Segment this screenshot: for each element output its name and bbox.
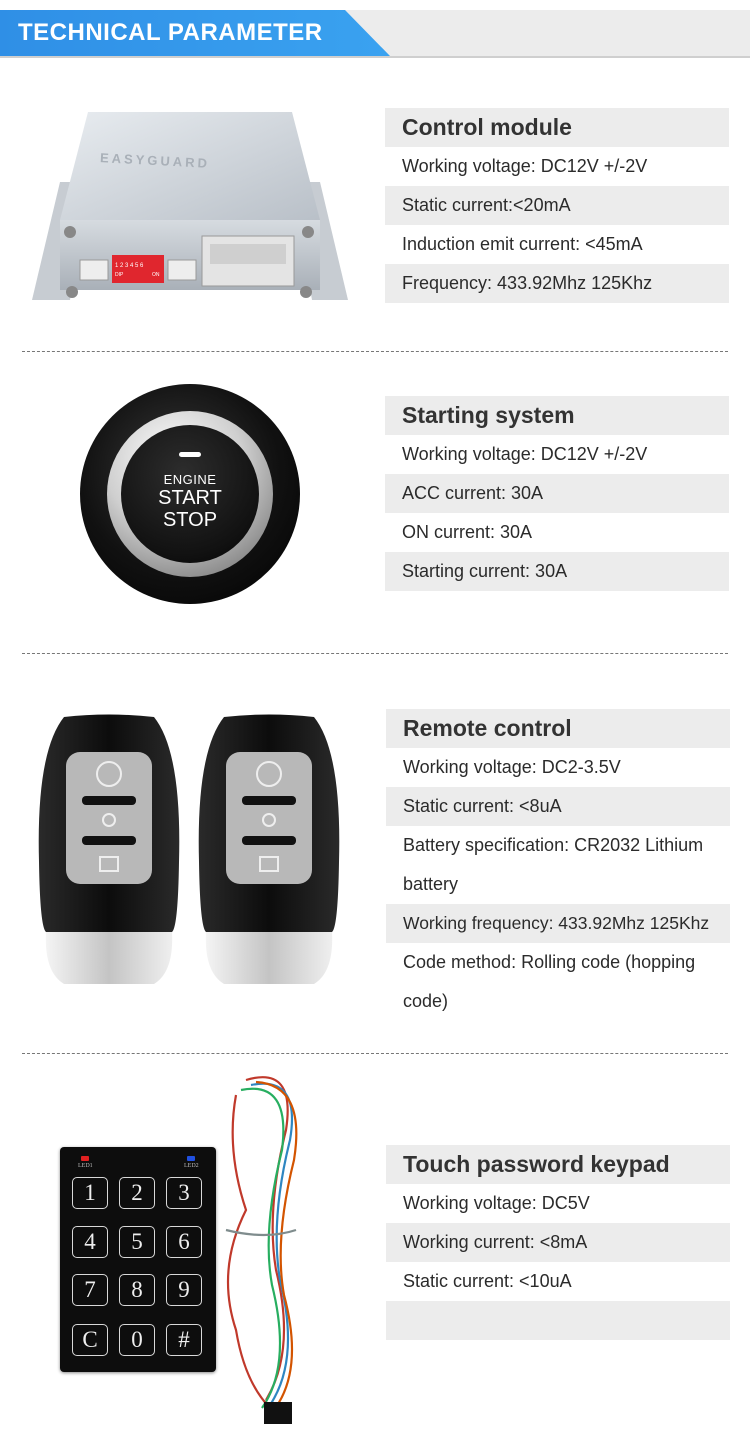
spec-row: Code method: Rolling code (hopping code): [403, 952, 696, 1011]
start-stop-button-image: [80, 384, 300, 604]
dip-numbers: 1 2 3 4 5 6: [115, 263, 144, 269]
spec-title: Starting system: [385, 396, 729, 435]
dip-on-label: ON: [152, 272, 160, 278]
control-module-specs: [385, 108, 729, 303]
spec-row: ACC current: 30A: [385, 474, 729, 513]
keypad-specs: [386, 1145, 730, 1340]
banner-title: TECHNICAL PARAMETER: [18, 19, 323, 46]
spec-row: Frequency: 433.92Mhz 125Khz: [385, 264, 729, 303]
keypad-key: 5: [119, 1226, 155, 1258]
led2-indicator: [187, 1156, 195, 1161]
section-banner: [0, 0, 750, 58]
keypad-key: 0: [119, 1324, 155, 1356]
keypad-key: 2: [119, 1177, 155, 1209]
dip-label: DIP: [115, 272, 124, 278]
wiring-harness-image: [206, 1070, 316, 1445]
spec-title: Remote control: [386, 709, 730, 748]
keypad-key: 1: [72, 1177, 108, 1209]
spec-row: Static current: <10uA: [403, 1271, 572, 1291]
spec-row: Working voltage: DC5V: [403, 1193, 590, 1213]
remote-fob-image-right: [194, 712, 344, 992]
spec-row: Working voltage: DC12V +/-2V: [402, 444, 648, 464]
spec-row: Battery specification: CR2032 Lithium battery: [403, 835, 704, 894]
led1-label: LED1: [78, 1163, 93, 1169]
spec-row: Working voltage: DC12V +/-2V: [402, 156, 648, 176]
button-text-engine: ENGINE: [163, 472, 217, 487]
led1-indicator: [81, 1156, 89, 1161]
spec-title: Control module: [385, 108, 729, 147]
remote-fob-image-left: [34, 712, 184, 992]
spec-row: [386, 1301, 730, 1340]
keypad-key: 3: [166, 1177, 202, 1209]
keypad-key: 9: [166, 1274, 202, 1306]
touch-keypad-image: [60, 1147, 216, 1372]
section-divider: [22, 653, 728, 654]
control-module-image: [30, 110, 350, 310]
spec-row: Static current:<20mA: [385, 186, 729, 225]
spec-row: Static current: <8uA: [386, 787, 730, 826]
spec-row: Working voltage: DC2-3.5V: [403, 757, 621, 777]
section-divider: [22, 351, 728, 352]
button-text-stop: STOP: [162, 509, 218, 531]
button-face: [121, 425, 259, 563]
led2-label: LED2: [184, 1163, 199, 1169]
keypad-key: 7: [72, 1274, 108, 1306]
remote-control-specs: [386, 709, 730, 1021]
keypad-key: #: [166, 1324, 202, 1356]
banner-underline: [0, 56, 750, 58]
starting-system-specs: [385, 396, 729, 591]
keypad-key: C: [72, 1324, 108, 1356]
spec-row: Starting current: 30A: [385, 552, 729, 591]
spec-row: ON current: 30A: [402, 522, 533, 542]
control-module-brand: EASYGUARD: [99, 150, 211, 171]
section-divider: [22, 1053, 728, 1054]
spec-row: Working frequency: 433.92Mhz 125Khz: [386, 904, 730, 943]
spec-title: Touch password keypad: [386, 1145, 730, 1184]
keypad-key: 8: [119, 1274, 155, 1306]
button-led: [179, 452, 201, 457]
spec-row: Working current: <8mA: [386, 1223, 730, 1262]
button-text-start: START: [158, 487, 222, 509]
keypad-key: 6: [166, 1226, 202, 1258]
spec-row: Induction emit current: <45mA: [402, 234, 643, 254]
keypad-key: 4: [72, 1226, 108, 1258]
button-ring: [107, 411, 273, 577]
